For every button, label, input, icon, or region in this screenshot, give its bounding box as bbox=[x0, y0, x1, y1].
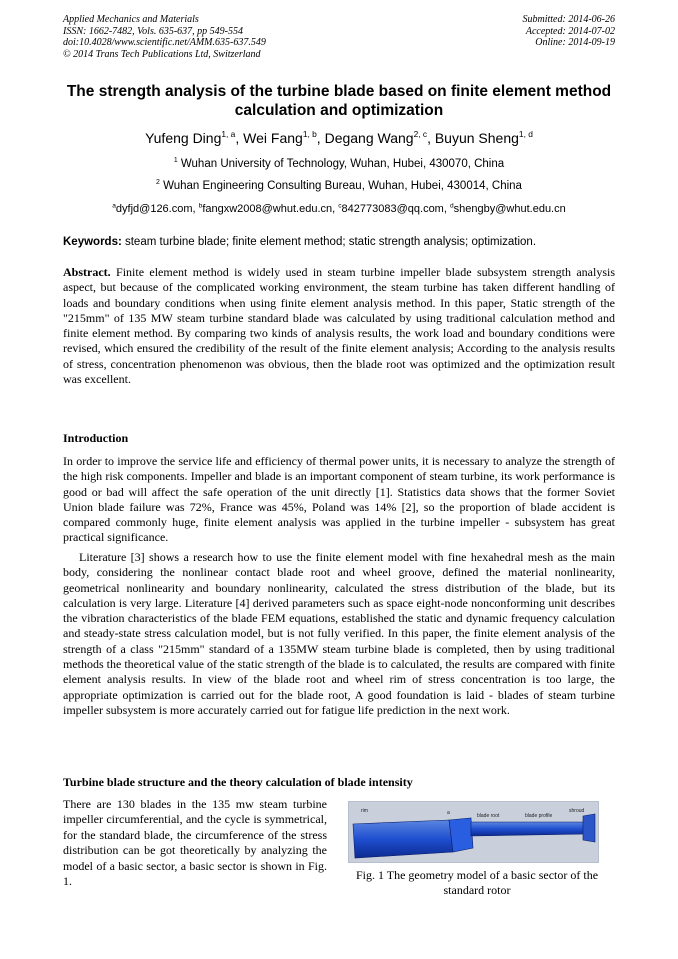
date-online: Online: 2014-09-19 bbox=[535, 37, 615, 48]
affiliation-marker: 1 bbox=[173, 157, 178, 165]
author-list: Yufeng Ding$^{1, a}$, Wei Fang$^{1, b}$, Degang Wang$^{2, c}$, Buyun Sheng$^{1, d}$ bbox=[145, 129, 533, 146]
author-emails: $^a$dyfjd@126.com, $^b$fangxw2008@whut.edu.cn, $^c$842773083@qq.com, $^d$shengby@whut.edu.cn bbox=[112, 202, 566, 215]
author-affil-marker: 1, d bbox=[518, 129, 533, 140]
author-name: Buyun Sheng bbox=[434, 130, 519, 146]
abstract bbox=[63, 265, 615, 387]
blade-root-shape bbox=[449, 818, 473, 852]
email-link[interactable]: fangxw2008@whut.edu.cn bbox=[202, 203, 333, 215]
journal-info bbox=[63, 14, 266, 60]
turbine-paragraph: There are 130 blades in the 135 mw steam turbine impeller circumferential, and the cycle is symmetrical, for the standard blade, the circumference of the stress distribution can be got theoretically by analyzing the model of a basic sector, a basic sector is shown in Fig. 1. bbox=[63, 797, 327, 889]
author-affil-marker: 1, b bbox=[302, 129, 317, 140]
blade-profile-shape bbox=[471, 822, 587, 836]
label-a: a bbox=[447, 810, 450, 816]
journal-name: Applied Mechanics and Materials bbox=[63, 14, 199, 25]
affiliation-marker: 2 bbox=[156, 179, 160, 187]
affiliation-text: Wuhan University of Technology, Wuhan, Hubei, 430070, China bbox=[180, 158, 505, 170]
email-link[interactable]: dyfjd@126.com bbox=[115, 203, 193, 215]
figure-1-geometry-model bbox=[348, 801, 599, 863]
author-name: Wei Fang bbox=[243, 130, 303, 146]
affiliation-2 bbox=[40, 180, 638, 192]
label-shroud: shroud bbox=[569, 808, 585, 814]
keywords-label: Keywords: bbox=[63, 236, 122, 248]
email-marker: b bbox=[198, 202, 203, 210]
affiliation-1 bbox=[40, 158, 638, 170]
affiliation-text: Wuhan Engineering Consulting Bureau, Wuhan, Hubei, 430014, China bbox=[163, 180, 522, 192]
turbine-sector-illustration bbox=[349, 802, 598, 862]
paper-title: The strength analysis of the turbine blade based on finite element method calculation and optimization bbox=[66, 83, 612, 119]
date-submitted: Submitted: 2014-06-26 bbox=[522, 14, 615, 25]
label-blade-profile: blade profile bbox=[525, 813, 553, 819]
shroud-shape bbox=[583, 814, 595, 842]
section-heading-introduction: Introduction bbox=[63, 431, 129, 445]
author-affil-marker: 2, c bbox=[413, 129, 428, 140]
abstract-label: Abstract. bbox=[63, 265, 111, 279]
figure-1-caption: Fig. 1 The geometry model of a basic sector of the standard rotor bbox=[355, 868, 599, 897]
author-name: Yufeng Ding bbox=[145, 130, 222, 146]
journal-copyright: © 2014 Trans Tech Publications Ltd, Switzerland bbox=[63, 48, 261, 60]
abstract-text: Finite element method is widely used in steam turbine impeller blade subsystem strength analysis aspect, but because of the complicated working environment, the steam turbine has taken different handling of loads and boundary conditions when using finite element analysis method. In this paper, Static strength of the "215mm" of 135 MW steam turbine standard blade was calculated by using traditional calculation method and finite element method. By comparing two kinds of analysis results, the work load and boundary conditions were revised, which ensured the credibility of the result of the finite element analysis; According to the analysis results of stress, concentration phenomenon was obvious, then the blade root was optimized and the optimization result was excellent. bbox=[63, 265, 615, 387]
date-accepted: Accepted: 2014-07-02 bbox=[525, 25, 615, 37]
intro-paragraph-1: In order to improve the service life and efficiency of thermal power units, it is necessary to analyze the strength of the high risk components. Impeller and blade is an important component of steam turbine, its work performance is good or bad will affect the safe operation of the unit directly [1]. Statistics data shows that the former Soviet Union blade failure was 72%, France was 45%, Poland was 14% [2], so the proportion of blade accident is compared commonly huge, finite element analysis was applied in the turbine impeller - subsystem has great practical significance. bbox=[63, 454, 615, 545]
label-blade-root: blade root bbox=[477, 813, 500, 819]
intro-paragraph-2: Literature [3] shows a research how to use the finite element model with fine hexahedral mesh as the main body, considering the nonlinear contact blade root and wheel groove, defined the material nonlinearity, geometrical nonlinearity and boundary nonlinearity, calculated the stress distribution of the blade, but its calculation is very large. Literature [4] derived parameters such as space eight-node nonconforming unit describes the vibration characteristics of the blade FEM equations, established the static and dynamic frequency calculation and steady-state stress calculation model, but is not fully verified. In this paper, the finite element analysis of the strength of a class "215mm" standard of a 135MW steam turbine blade is completed, then by using traditional methods the theoretical value of the static strength of the blade is to calculated, the results are compared with finite element analysis results. In view of the blade root and wheel rim of stress concentration is too large, the appropriate optimization is carried out for the blade root, A good foundation is laid - blades of steam turbine impeller subsystem is more accurately carried out for fatigue life prediction in the next work. bbox=[63, 550, 615, 717]
label-rim: rim bbox=[361, 808, 368, 814]
email-link[interactable]: shengby@whut.edu.cn bbox=[453, 203, 566, 215]
keywords bbox=[63, 236, 615, 248]
author-affil-marker: 1, a bbox=[221, 129, 236, 140]
journal-doi: doi:10.4028/www.scientific.net/AMM.635-637.549 bbox=[63, 37, 266, 48]
email-marker: a bbox=[112, 202, 116, 210]
email-link[interactable]: 842773083@qq.com bbox=[341, 203, 444, 215]
email-marker: c bbox=[338, 202, 342, 210]
section-heading-turbine: Turbine blade structure and the theory calculation of blade intensity bbox=[63, 775, 413, 789]
email-marker: d bbox=[449, 202, 454, 210]
keywords-text: steam turbine blade; finite element method; static strength analysis; optimization. bbox=[121, 236, 537, 248]
journal-issn: ISSN: 1662-7482, Vols. 635-637, pp 549-554 bbox=[63, 25, 243, 37]
submission-dates bbox=[523, 14, 616, 49]
journal-header bbox=[63, 14, 615, 60]
author-name: Degang Wang bbox=[324, 130, 414, 146]
rim-shape bbox=[353, 820, 453, 858]
